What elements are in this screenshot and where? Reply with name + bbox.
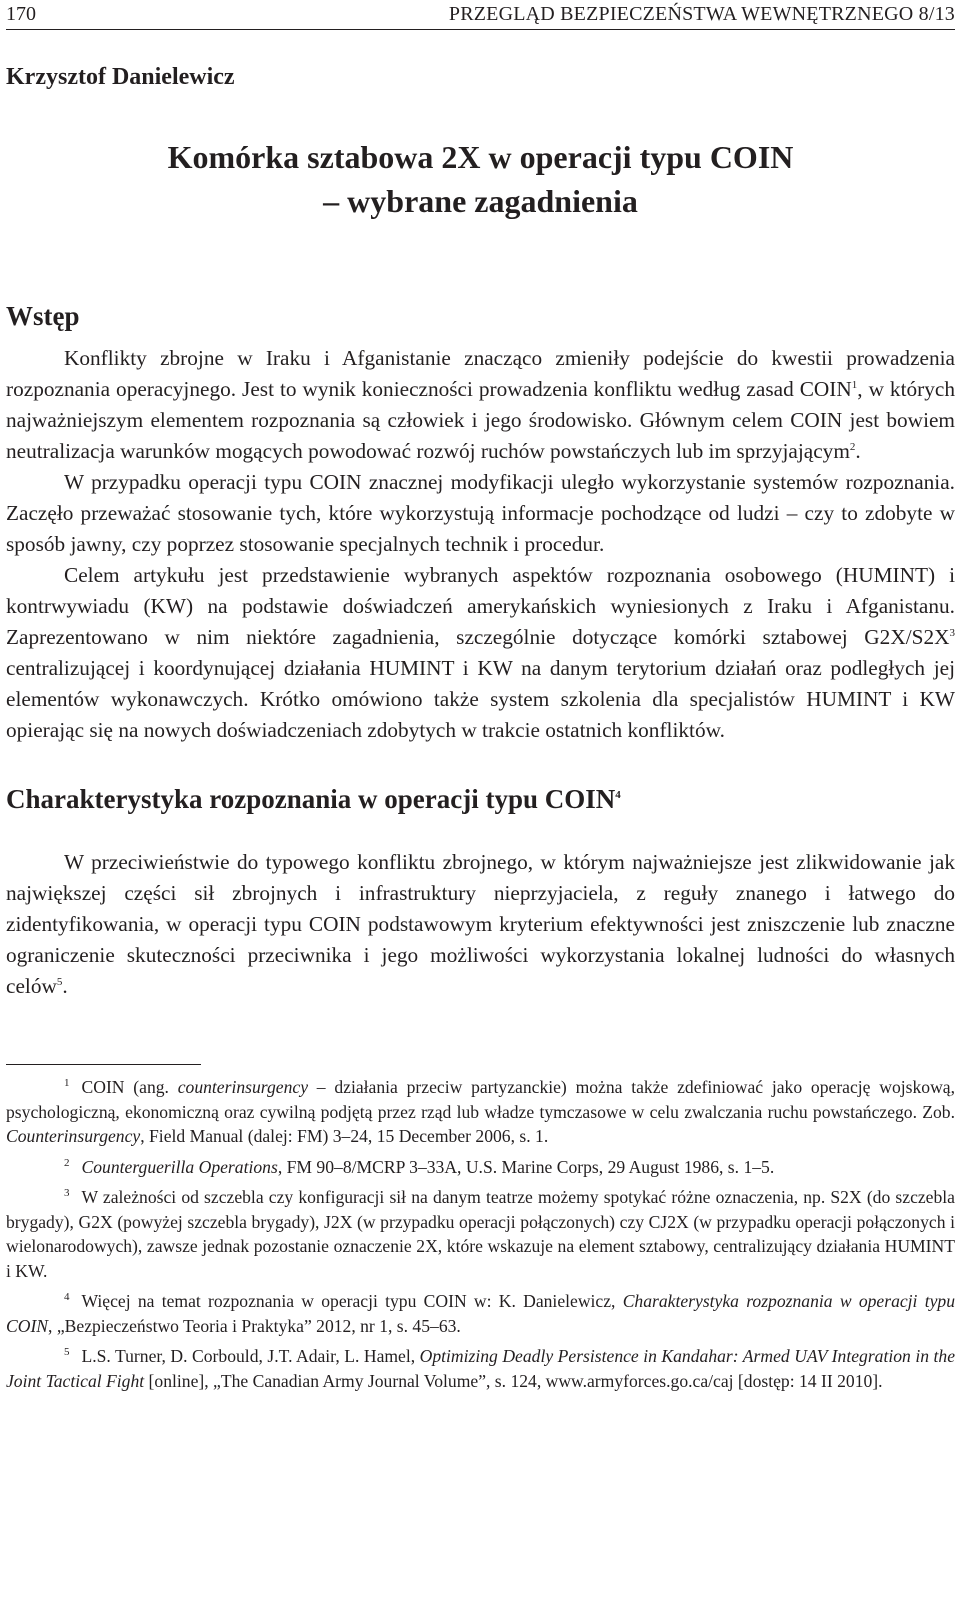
intro-paragraph-2: W przypadku operacji typu COIN znacznej modyfikacji uległo wykorzystanie systemów rozpoznania. Zaczęło przeważać stosowanie tych, które wykorzystują informacje pochodzące od ludzi – czy to zdobyte w sposób jawny, czy poprzez stosowanie specjalnych technik i procedur.: [6, 470, 955, 556]
text-run: Więcej na temat rozpoznania w operacji typu COIN w: K. Danielewicz,: [81, 1291, 623, 1311]
footnote-5: [6, 1344, 955, 1393]
text-run: L.S. Turner, D. Corbould, J.T. Adair, L. Hamel,: [81, 1346, 420, 1366]
footnote-number: 3: [64, 1187, 70, 1200]
intro-heading: Wstęp: [6, 301, 80, 331]
italic-run: Optimizing Deadly Persistence in Kandahar: Armed UAV Integration in the Joint Tactical Fight: [6, 1346, 956, 1391]
footnote-2: [6, 1155, 955, 1180]
footnote-4: [6, 1289, 955, 1338]
text-run: .: [855, 439, 861, 463]
text-run: centralizującej i koordynującej działania HUMINT i KW na danym terytorium działań oraz podległych jej elementów wykonawczych. Krótko omówiono także system szkolenia dla specjalistów HUMINT i KW opierając się na nowych doświadczeniach zdobytych w trakcie ostatnich konfliktów.: [6, 656, 955, 742]
text-run: , w których najważniejszym elementem rozpoznania są człowiek i jego środowisko. Głównym celem COIN jest bowiem neutralizacja warunków mogących powodować rozwój ruchów powstańczych lub im sprzyjającym: [6, 377, 955, 463]
footnote-3: [6, 1185, 955, 1283]
text-run: W zależności od szczebla czy konfiguracji sił na danym teatrze możemy spotykać różne oznaczenia, np. S2X (do szczebla brygady), G2X (powyżej szczebla brygady), J2X (w przypadku operacji połączonych) czy CJ2X (w przypadku operacji połączonych i wielonarodowych), zawsze jednak pozostanie oznaczenie 2X, które wskazuje na element sztabowy, centralizujący działania HUMINT i KW.: [6, 1187, 955, 1281]
text-run: , Field Manual (dalej: FM) 3–24, 15 December 2006, s. 1.: [140, 1126, 549, 1146]
intro-paragraph-3: [6, 560, 955, 746]
running-header: [6, 0, 955, 30]
text-run: .: [62, 974, 68, 998]
footnotes: [6, 1075, 955, 1393]
title-line-2: – wybrane zagadnienia: [323, 183, 638, 219]
text-run: W przeciwieństwie do typowego konfliktu zbrojnego, w którym najważniejsze jest zlikwidowanie jak największej części sił zbrojnych i infrastruktury nieprzyjaciela, z reguły znanego i łatwego do zidentyfikowania, w operacji typu COIN podstawowym kryterium efektywności jest zniszczenie lub znaczne ograniczenie skuteczności przeciwnika i jego możliwości wykorzystania lokalnej ludności do własnych celów: [6, 850, 955, 998]
footnote-number: 1: [64, 1077, 70, 1090]
text-run: [online], „The Canadian Army Journal Volume”, s. 124, www.armyforces.go.ca/caj [dostęp: 14 II 2010].: [144, 1370, 883, 1391]
footnote-ref-2[interactable]: 2: [849, 440, 856, 453]
italic-run: Counterinsurgency: [6, 1126, 141, 1146]
text-run: COIN (ang.: [81, 1077, 178, 1097]
title-line-1: Komórka sztabowa 2X w operacji typu COIN: [167, 139, 794, 175]
intro-paragraph-1: [6, 343, 955, 467]
italic-run: counterinsurgency: [177, 1077, 309, 1097]
section-heading: [6, 782, 955, 816]
journal-title: PRZEGLĄD BEZPIECZEŃSTWA WEWNĘTRZNEGO 8/13: [448, 3, 955, 25]
text-run: Celem artykułu jest przedstawienie wybranych aspektów rozpoznania osobowego (HUMINT) i kontrwywiadu (KW) na podstawie doświadczeń amerykańskich wyniesionych z Iraku i Afganistanu. Zaprezentowano w nim niektóre zagadnienia, szczególnie dotyczące komórki sztabowej G2X/S2X: [6, 563, 955, 649]
section-heading-text: Charakterystyka rozpoznania w operacji typu COIN: [6, 784, 616, 814]
footnote-number: 5: [64, 1346, 70, 1359]
page-number: 170: [6, 3, 36, 25]
footnote-1: [6, 1075, 955, 1149]
footnote-ref-5[interactable]: 5: [56, 975, 63, 988]
italic-run: Counterguerilla Operations: [81, 1156, 278, 1177]
text-run: Konflikty zbrojne w Iraku i Afganistanie znacząco zmieniły podejście do kwestii prowadzenia rozpoznania operacyjnego. Jest to wynik konieczności prowadzenia konfliktu według zasad COIN: [6, 346, 955, 401]
text-run: – działania przeciw partyzanckie) można także zdefiniować jako operację wojskową, psychologiczną, ekonomiczną oraz cywilną podjętą przez rząd lub władze tymczasowe w celu zwalczania ruchu powstańczego. Zob.: [6, 1077, 956, 1122]
footnote-number: 2: [64, 1156, 70, 1169]
section-paragraph-1: [6, 847, 955, 1002]
text-run: , „Bezpieczeństwo Teoria i Praktyka” 2012, nr 1, s. 45–63.: [48, 1315, 461, 1336]
italic-run: Charakterystyka rozpoznania w operacji typu COIN: [6, 1291, 955, 1336]
footnote-ref-1[interactable]: 1: [851, 378, 858, 391]
article-title: [6, 135, 955, 223]
footnote-divider: [6, 1064, 201, 1065]
author-name: Krzysztof Danielewicz: [6, 64, 235, 90]
footnote-ref-4[interactable]: 4: [615, 789, 621, 801]
footnote-number: 4: [64, 1291, 70, 1304]
text-run: , FM 90–8/MCRP 3–33A, U.S. Marine Corps, 29 August 1986, s. 1–5.: [277, 1156, 775, 1177]
footnote-ref-3[interactable]: 3: [949, 626, 955, 639]
